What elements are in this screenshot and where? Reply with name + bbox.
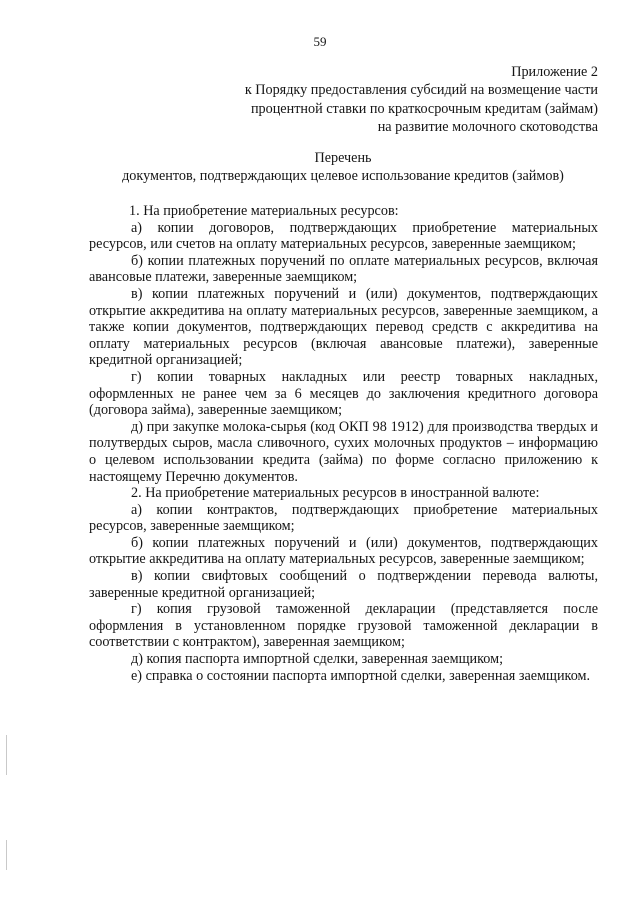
list-item: г) копия грузовой таможенной декларации (представляется после оформления в установленном порядке грузовой таможенной декларации в соответствии с контрактом), заверенная заемщиком; [89,601,598,651]
list-item: д) копия паспорта импортной сделки, заверенная заемщиком; [131,651,504,668]
list-item: б) копии платежных поручений по оплате материальных ресурсов, включая авансовые платежи, заверенные заемщиком; [89,252,598,286]
list-item: в) копии свифтовых сообщений о подтверждении перевода валюты, заверенные кредитной организацией; [89,568,598,601]
list-item: б) копии платежных поручений и (или) документов, подтверждающих открытие аккредитива на оплату материальных ресурсов, заверенные заемщиком; [89,534,598,568]
appendix-header [198,63,598,137]
appendix-line: процентной ставки по краткосрочным кредитам (займам) [250,100,598,117]
title-heading: Перечень [314,150,372,166]
section-heading-2: 2. На приобретение материальных ресурсов в иностранной валюте: [131,485,540,502]
appendix-line: на развитие молочного скотоводства [377,119,598,136]
scan-margin-mark [6,840,7,870]
scan-margin-mark [6,735,7,775]
title-subheading: документов, подтверждающих целевое использование кредитов (займов) [122,168,564,185]
list-item: е) справка о состоянии паспорта импортной сделки, заверенная заемщиком. [131,667,591,684]
list-item: д) при закупке молока-сырья (код ОКП 98 1912) для производства твердых и полутвердых сыров, масла сливочного, сухих молочных продуктов – информацию о целевом использовании кредита (займа) по форме согласно приложению к настоящему Перечню документов. [89,418,598,485]
list-item: а) копии договоров, подтверждающих приобретение материальных ресурсов, или счетов на оплату материальных ресурсов, заверенные заемщиком; [89,219,598,253]
document-title [88,149,598,186]
list-item: а) копии контрактов, подтверждающих приобретение материальных ресурсов, заверенные заемщиком; [89,501,598,535]
document-body [89,203,598,684]
appendix-line: к Порядку предоставления субсидий на возмещение части [244,82,598,99]
section-heading-1: 1. На приобретение материальных ресурсов: [129,203,399,219]
page-number: 59 [313,34,327,49]
list-item: в) копии платежных поручений и (или) документов, подтверждающих открытие аккредитива на оплату материальных ресурсов, заверенные заемщиком, а также копии документов, подтверждающих перевод средств с аккредитива на оплату материальных ресурсов (включая авансовые платежи), заверенные кредитной организацией; [89,285,598,369]
list-item: г) копии товарных накладных или реестр товарных накладных, оформленных не ранее чем за 6 месяцев до заключения кредитного договора (договора займа), заверенные заемщиком; [89,368,598,419]
appendix-line: Приложение 2 [511,64,598,80]
